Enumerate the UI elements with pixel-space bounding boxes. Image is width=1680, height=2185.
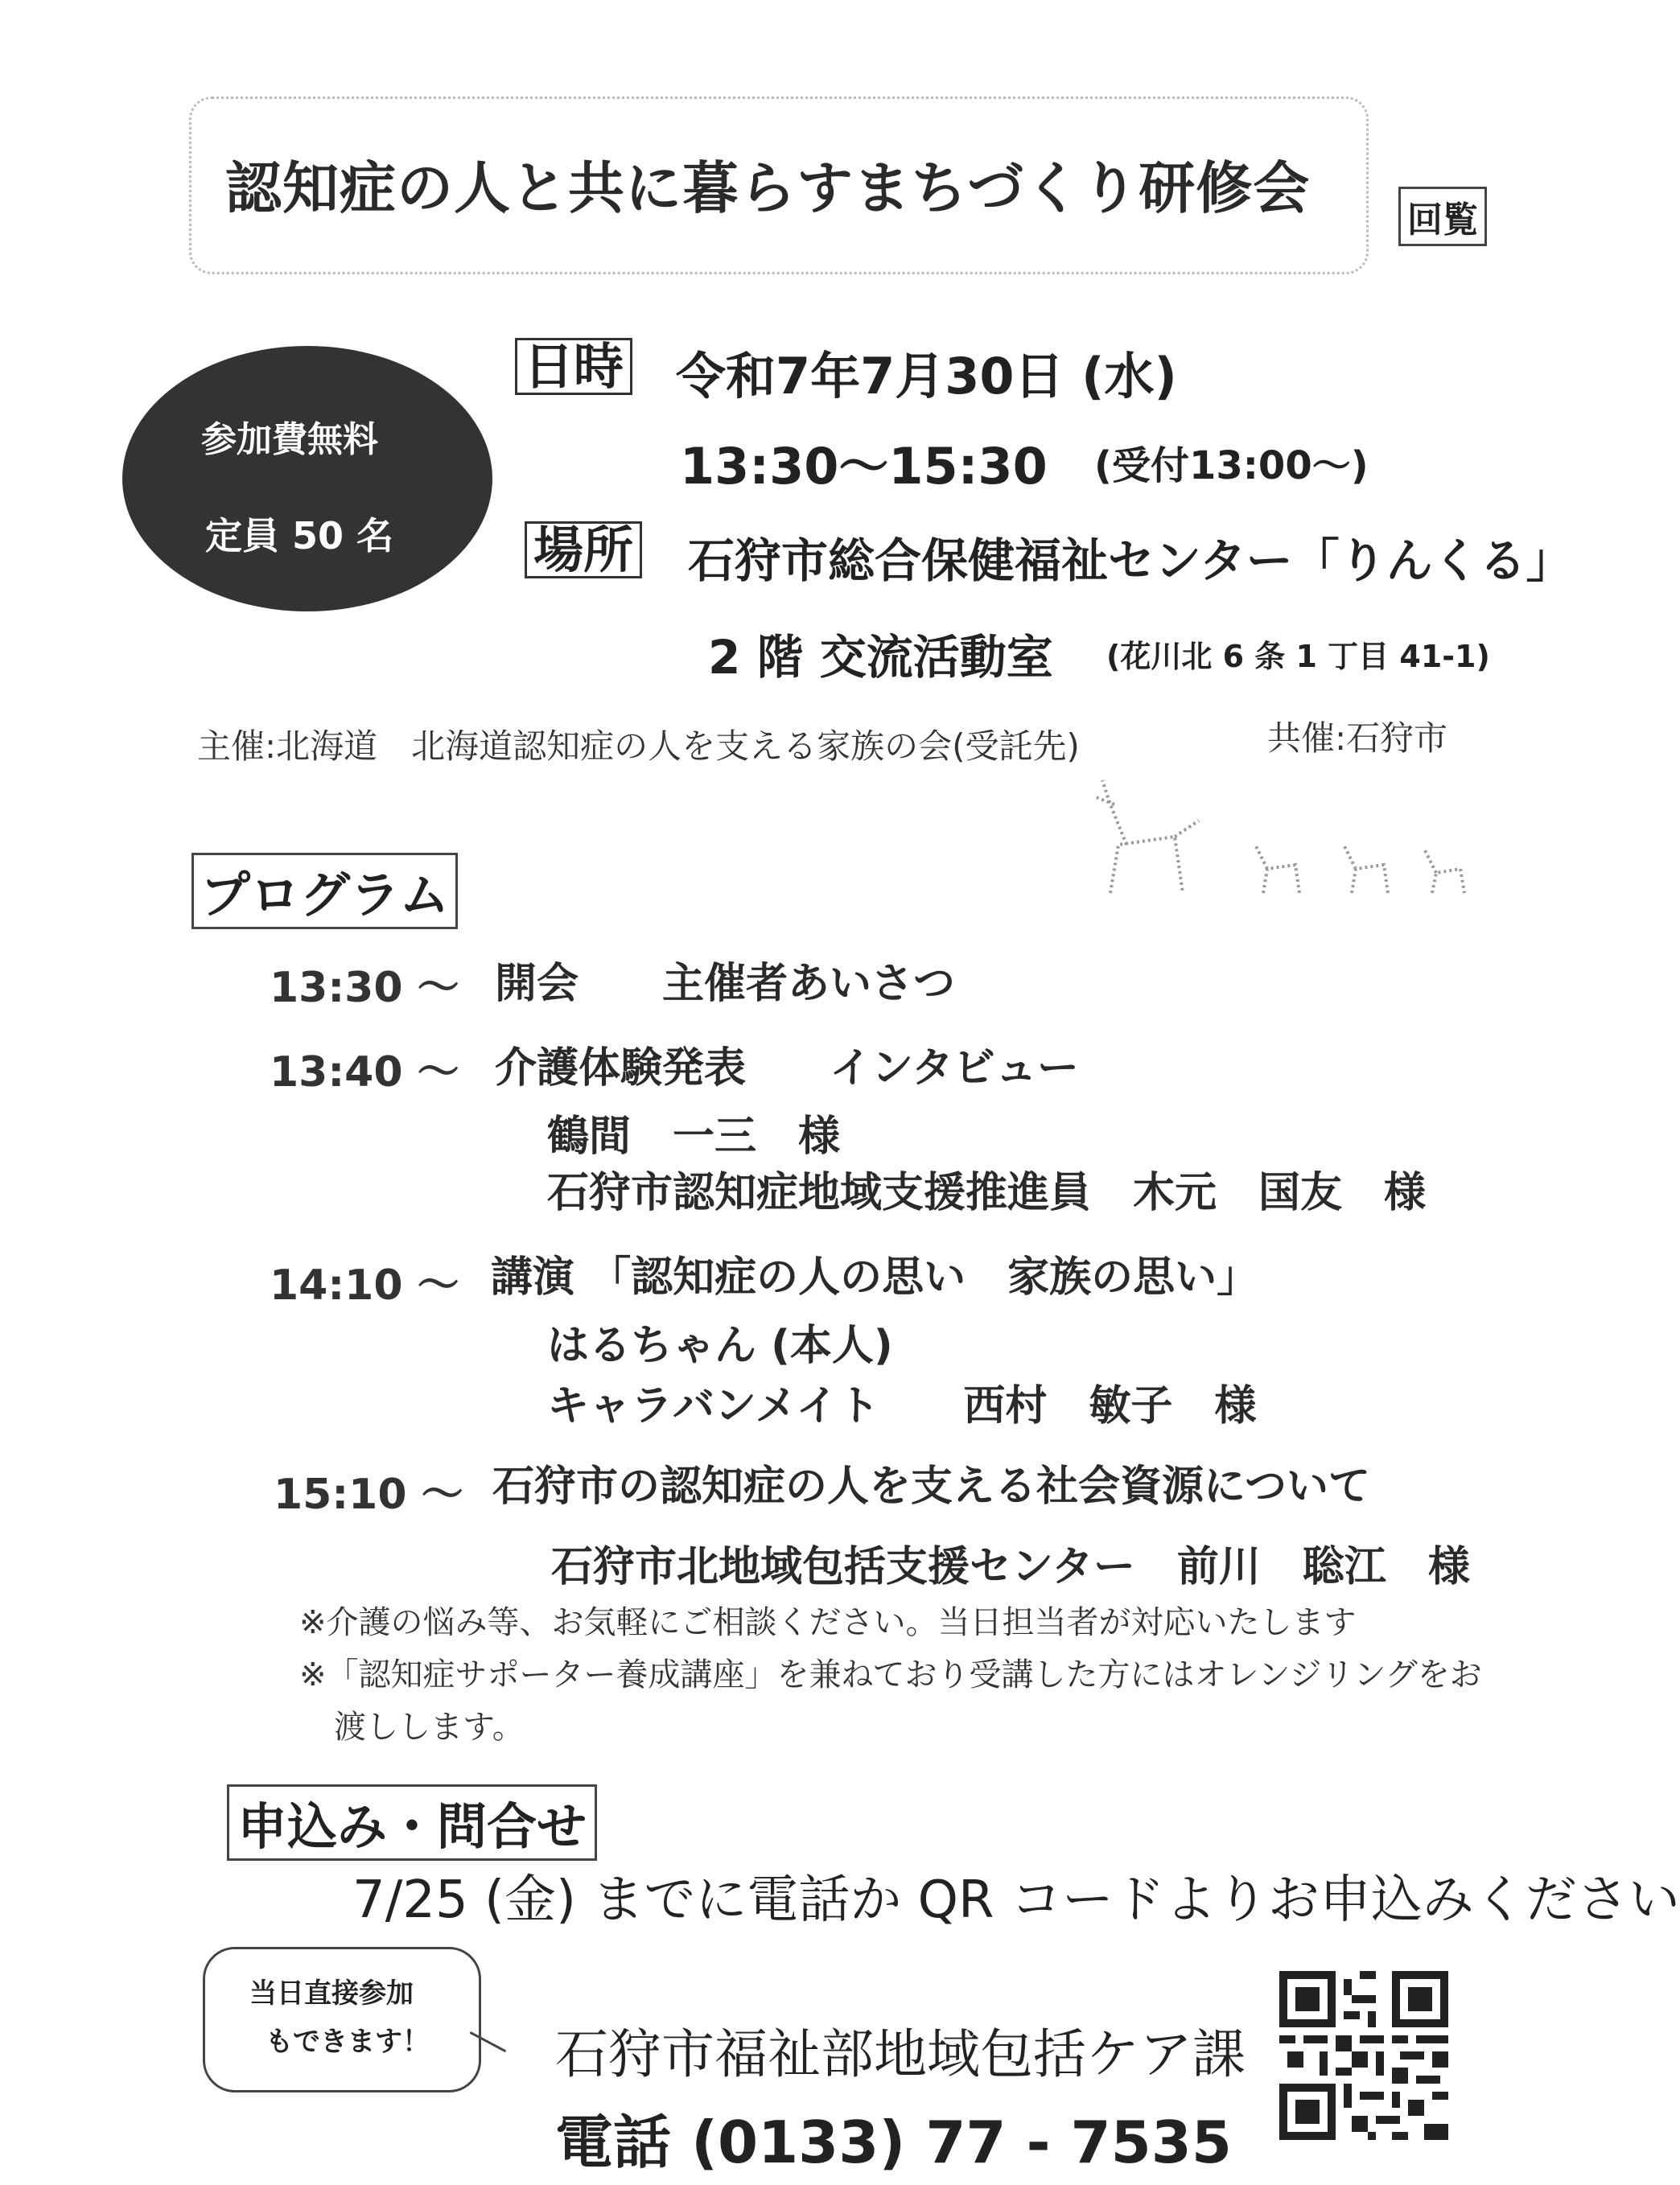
contact-department: 石狩市福祉部地域包括ケア課 xyxy=(555,2023,1246,2085)
program-speaker: 石狩市北地域包括支援センター 前川 聡江 様 xyxy=(551,1543,1470,1591)
program-speaker: はるちゃん (本人) xyxy=(547,1322,893,1370)
bubble-text: 当日直接参加 xyxy=(249,1977,414,2010)
program-title: 講演 「認知症の人の思い 家族の思い」 xyxy=(491,1253,1259,1302)
program-title: 石狩市の認知症の人を支える社会資源について xyxy=(492,1463,1370,1511)
event-date: 令和7年7月30日 (水) xyxy=(676,347,1177,405)
program-label: プログラム xyxy=(191,853,458,929)
program-time: 15:10 〜 xyxy=(274,1471,463,1519)
page-title: 認知症の人と共に暮らすまちづくり研修会 xyxy=(225,155,1311,221)
organizer: 主催:北海道 北海道認知症の人を支える家族の会(受託先) xyxy=(197,726,1080,766)
address: (花川北 6 条 1 丁目 41-1) xyxy=(1106,639,1490,674)
bubble-text: もできます！ xyxy=(266,2026,430,2058)
program-title: 介護体験発表 インタビュー xyxy=(495,1044,1079,1092)
event-time: 13:30〜15:30 xyxy=(680,437,1048,496)
cohost: 共催:石狩市 xyxy=(1267,718,1448,758)
program-speaker: キャラバンメイト 西村 敏子 様 xyxy=(547,1382,1257,1430)
circulation-stamp: 回覧 xyxy=(1398,187,1487,246)
contact-phone: 電話 (0133) 77 - 7535 xyxy=(555,2109,1232,2176)
place-label: 場所 xyxy=(525,521,642,578)
venue: 石狩市総合保健福祉センター「りんくる」 xyxy=(688,533,1573,588)
program-time: 14:10 〜 xyxy=(270,1261,459,1310)
qr-code-icon[interactable] xyxy=(1279,1971,1448,2140)
fee-badge xyxy=(122,346,492,611)
deer-illustration xyxy=(1078,772,1497,901)
program-speaker: 石狩市認知症地域支援推進員 木元 国友 様 xyxy=(547,1169,1427,1217)
room: 2 階 交流活動室 xyxy=(708,630,1053,685)
reception-time: (受付13:00〜) xyxy=(1094,443,1369,488)
program-time: 13:30 〜 xyxy=(270,964,459,1012)
program-time: 13:40 〜 xyxy=(270,1048,459,1097)
apply-label: 申込み・問合せ xyxy=(227,1784,597,1861)
note: ※介護の悩み等、お気軽にご相談ください。当日担当者が対応いたします xyxy=(299,1604,1357,1641)
fee-text: 参加費無料 xyxy=(201,419,378,460)
program-speaker: 鶴間 一三 様 xyxy=(547,1113,841,1161)
capacity-text: 定員 50 名 xyxy=(205,514,394,558)
apply-deadline: 7/25 (金) までに電話か QR コードよりお申込みください xyxy=(352,1870,1680,1930)
note: 渡しします。 xyxy=(334,1709,525,1746)
program-title: 開会 主催者あいさつ xyxy=(495,960,956,1008)
note: ※「認知症サポーター養成講座」を兼ねており受講した方にはオレンジリングをお xyxy=(299,1656,1482,1693)
date-label: 日時 xyxy=(515,338,632,395)
